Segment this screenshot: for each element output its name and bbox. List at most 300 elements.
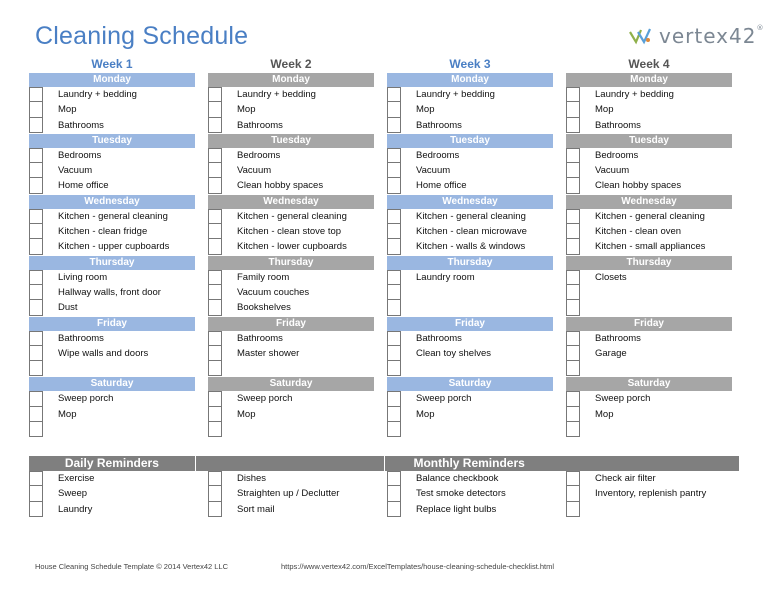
task-checkbox[interactable] [387, 422, 401, 437]
reminders-column [387, 471, 553, 517]
task-row [387, 407, 553, 422]
day-header-wednesday: Wednesday [566, 195, 732, 209]
reminders-columns [29, 471, 739, 517]
task-row [387, 102, 553, 117]
task-row [29, 331, 195, 346]
task-checkbox[interactable] [387, 148, 401, 163]
task-row [387, 224, 553, 239]
task-checkbox[interactable] [29, 422, 43, 437]
task-checkbox[interactable] [566, 486, 580, 501]
task-label: Laundry [58, 503, 93, 515]
task-row [208, 87, 374, 102]
vertex42-logo[interactable] [628, 24, 764, 48]
task-checkbox[interactable] [387, 270, 401, 285]
task-checkbox[interactable] [566, 407, 580, 422]
task-row [387, 422, 553, 437]
task-label: Kitchen - clean microwave [416, 226, 527, 238]
task-row [208, 331, 374, 346]
task-row [29, 209, 195, 224]
week-title: Week 3 [449, 57, 491, 71]
reminders-header-bar [29, 456, 739, 471]
day-header-thursday: Thursday [29, 256, 195, 270]
task-checkbox[interactable] [29, 148, 43, 163]
task-checkbox[interactable] [208, 391, 222, 406]
task-label [401, 361, 416, 376]
task-row [387, 346, 553, 361]
task-row [566, 285, 732, 300]
task-checkbox[interactable] [566, 163, 580, 178]
task-label: Home office [416, 180, 467, 192]
task-checkbox[interactable] [29, 391, 43, 406]
task-checkbox[interactable] [208, 87, 222, 102]
task-label: Laundry + bedding [416, 89, 495, 100]
task-checkbox[interactable] [208, 346, 222, 361]
task-checkbox[interactable] [29, 239, 43, 254]
task-label [580, 285, 595, 300]
day-header-monday: Monday [29, 73, 195, 87]
task-checkbox[interactable] [387, 87, 401, 102]
task-row [29, 285, 195, 300]
task-label: Replace light bulbs [416, 503, 497, 515]
task-row [29, 471, 195, 486]
day-header-friday: Friday [29, 317, 195, 331]
task-row [208, 102, 374, 117]
task-row [29, 102, 195, 117]
task-label: Family room [237, 271, 290, 283]
task-checkbox[interactable] [387, 178, 401, 193]
task-checkbox[interactable] [566, 361, 580, 376]
day-header-monday: Monday [208, 73, 374, 87]
task-label: Balance checkbook [416, 473, 499, 484]
task-checkbox[interactable] [566, 300, 580, 315]
task-checkbox[interactable] [208, 471, 222, 486]
task-label: Kitchen - upper cupboards [58, 241, 170, 253]
task-checkbox[interactable] [387, 391, 401, 406]
task-checkbox[interactable] [566, 148, 580, 163]
task-checkbox[interactable] [566, 239, 580, 254]
task-row [208, 471, 374, 486]
day-header-saturday: Saturday [208, 377, 374, 391]
task-label: Bedrooms [237, 149, 281, 161]
task-row [566, 361, 732, 376]
task-row [566, 224, 732, 239]
task-row [566, 391, 732, 406]
task-row [566, 486, 732, 501]
task-checkbox[interactable] [208, 118, 222, 133]
day-header-wednesday: Wednesday [29, 195, 195, 209]
task-checkbox[interactable] [29, 346, 43, 361]
task-label [43, 361, 58, 376]
task-label: Hallway walls, front door [58, 286, 161, 298]
source-url-footer[interactable]: https://www.vertex42.com/ExcelTemplates/house-cleaning-schedule-checklist.html [281, 562, 555, 571]
task-label: Bathrooms [416, 332, 462, 344]
task-row [208, 270, 374, 285]
task-checkbox[interactable] [29, 270, 43, 285]
task-checkbox[interactable] [208, 422, 222, 437]
task-label: Clean hobby spaces [237, 180, 324, 192]
task-label: Exercise [58, 473, 95, 484]
task-row [29, 224, 195, 239]
task-row [566, 346, 732, 361]
task-checkbox[interactable] [387, 118, 401, 133]
task-checkbox[interactable] [29, 209, 43, 224]
day-header-monday: Monday [387, 73, 553, 87]
task-label [401, 300, 416, 315]
vertex42-logo-icon [628, 26, 654, 46]
task-row [387, 178, 553, 193]
day-header-saturday: Saturday [29, 377, 195, 391]
task-label [580, 502, 595, 517]
task-checkbox[interactable] [387, 361, 401, 376]
task-checkbox[interactable] [29, 285, 43, 300]
copyright-footer: House Cleaning Schedule Template © 2014 Vertex42 LLC [35, 562, 229, 571]
day-header-tuesday: Tuesday [566, 134, 732, 148]
task-checkbox[interactable] [566, 471, 580, 486]
day-header-friday: Friday [387, 317, 553, 331]
task-checkbox[interactable] [566, 270, 580, 285]
task-checkbox[interactable] [387, 502, 401, 517]
task-label: Inventory, replenish pantry [595, 488, 707, 500]
reminders-column [566, 471, 732, 517]
task-row [29, 163, 195, 178]
task-label: Kitchen - general cleaning [58, 210, 168, 222]
task-label: Kitchen - general cleaning [595, 210, 705, 222]
task-row [208, 239, 374, 254]
task-label [580, 361, 595, 376]
task-row [29, 148, 195, 163]
task-label: Sweep porch [416, 393, 472, 405]
task-checkbox[interactable] [29, 118, 43, 133]
day-header-saturday: Saturday [566, 377, 732, 391]
task-label: Bathrooms [595, 119, 641, 131]
task-row [208, 178, 374, 193]
task-checkbox[interactable] [29, 407, 43, 422]
task-row [29, 486, 195, 501]
task-checkbox[interactable] [387, 486, 401, 501]
day-header-friday: Friday [208, 317, 374, 331]
task-label: Mop [595, 408, 614, 420]
task-checkbox[interactable] [29, 361, 43, 376]
task-row [387, 391, 553, 406]
task-checkbox[interactable] [566, 285, 580, 300]
task-checkbox[interactable] [387, 300, 401, 315]
task-row [29, 422, 195, 437]
task-row [566, 209, 732, 224]
logo-wordmark: vertex42® [659, 24, 765, 48]
task-label [43, 422, 58, 437]
task-label: Laundry + bedding [237, 89, 316, 100]
task-label: Mop [416, 104, 435, 116]
task-label: Clean hobby spaces [595, 180, 682, 192]
task-row [29, 391, 195, 406]
task-label: Clean toy shelves [416, 347, 491, 359]
task-row [208, 502, 374, 517]
task-label: Mop [595, 104, 614, 116]
task-label: Check air filter [595, 473, 656, 484]
task-label: Kitchen - clean oven [595, 226, 682, 238]
task-row [387, 148, 553, 163]
task-row [566, 502, 732, 517]
reminders-column [29, 471, 195, 517]
task-checkbox[interactable] [29, 224, 43, 239]
task-label: Laundry + bedding [58, 89, 137, 100]
task-row [387, 163, 553, 178]
task-label: Bedrooms [416, 149, 460, 161]
task-row [29, 346, 195, 361]
week-3-column [387, 56, 553, 437]
task-checkbox[interactable] [387, 285, 401, 300]
day-header-thursday: Thursday [208, 256, 374, 270]
task-row [29, 87, 195, 102]
task-row [387, 300, 553, 315]
task-label: Sweep porch [237, 393, 293, 405]
task-checkbox[interactable] [387, 331, 401, 346]
task-row [566, 270, 732, 285]
task-label: Vacuum couches [237, 286, 310, 298]
task-label: Sweep [58, 488, 88, 500]
task-row [29, 300, 195, 315]
day-header-thursday: Thursday [566, 256, 732, 270]
day-header-wednesday: Wednesday [208, 195, 374, 209]
task-checkbox[interactable] [208, 209, 222, 224]
task-checkbox[interactable] [387, 346, 401, 361]
task-label: Sort mail [237, 503, 275, 515]
monthly-reminders-header: Monthly Reminders [385, 456, 739, 471]
task-label: Mop [58, 104, 77, 116]
task-checkbox[interactable] [29, 163, 43, 178]
task-label: Kitchen - clean stove top [237, 226, 342, 238]
task-row [387, 471, 553, 486]
task-row [566, 118, 732, 133]
task-checkbox[interactable] [29, 331, 43, 346]
task-row [387, 209, 553, 224]
task-checkbox[interactable] [387, 407, 401, 422]
task-checkbox[interactable] [566, 118, 580, 133]
task-label: Kitchen - general cleaning [237, 210, 347, 222]
task-checkbox[interactable] [208, 148, 222, 163]
task-row [208, 391, 374, 406]
task-row [29, 178, 195, 193]
task-label: Kitchen - small appliances [595, 241, 706, 253]
task-checkbox[interactable] [208, 224, 222, 239]
task-label: Bathrooms [58, 332, 104, 344]
task-checkbox[interactable] [387, 239, 401, 254]
day-header-saturday: Saturday [387, 377, 553, 391]
task-checkbox[interactable] [208, 300, 222, 315]
task-row [566, 178, 732, 193]
task-checkbox[interactable] [208, 102, 222, 117]
day-header-thursday: Thursday [387, 256, 553, 270]
task-label: Vacuum [58, 165, 93, 177]
week-4-column [566, 56, 732, 437]
task-row [387, 239, 553, 254]
task-row [387, 331, 553, 346]
daily-reminders-header-extension [196, 456, 385, 471]
task-label: Vacuum [237, 165, 272, 177]
week-1-column [29, 56, 195, 437]
task-label: Living room [58, 271, 108, 283]
task-checkbox[interactable] [208, 178, 222, 193]
task-label: Dishes [237, 473, 267, 484]
task-checkbox[interactable] [208, 361, 222, 376]
task-checkbox[interactable] [566, 391, 580, 406]
task-label [401, 422, 416, 437]
task-checkbox[interactable] [208, 163, 222, 178]
task-checkbox[interactable] [387, 102, 401, 117]
task-checkbox[interactable] [208, 407, 222, 422]
task-row [387, 502, 553, 517]
task-row [208, 148, 374, 163]
task-row [566, 148, 732, 163]
task-checkbox[interactable] [566, 331, 580, 346]
task-label: Sweep porch [58, 393, 114, 405]
task-label: Sweep porch [595, 393, 651, 405]
task-label [222, 422, 237, 437]
day-header-wednesday: Wednesday [387, 195, 553, 209]
task-row [208, 224, 374, 239]
task-checkbox[interactable] [566, 87, 580, 102]
task-row [208, 486, 374, 501]
task-checkbox[interactable] [208, 502, 222, 517]
task-row [387, 361, 553, 376]
task-label [401, 285, 416, 300]
task-label: Kitchen - general cleaning [416, 210, 526, 222]
task-row [208, 422, 374, 437]
task-label: Bookshelves [237, 302, 291, 314]
task-row [208, 407, 374, 422]
task-row [29, 239, 195, 254]
task-row [566, 407, 732, 422]
day-header-tuesday: Tuesday [387, 134, 553, 148]
day-header-monday: Monday [566, 73, 732, 87]
task-row [208, 300, 374, 315]
task-label: Bedrooms [58, 149, 102, 161]
task-row [29, 118, 195, 133]
task-label: Bathrooms [595, 332, 641, 344]
week-title: Week 1 [91, 57, 133, 71]
task-row [566, 300, 732, 315]
task-label [222, 361, 237, 376]
task-row [208, 209, 374, 224]
task-label: Mop [416, 408, 435, 420]
task-row [566, 163, 732, 178]
task-checkbox[interactable] [208, 285, 222, 300]
task-checkbox[interactable] [208, 239, 222, 254]
task-label: Dust [58, 302, 78, 314]
day-header-friday: Friday [566, 317, 732, 331]
task-checkbox[interactable] [29, 300, 43, 315]
task-checkbox[interactable] [29, 102, 43, 117]
task-row [29, 407, 195, 422]
task-checkbox[interactable] [208, 486, 222, 501]
task-checkbox[interactable] [208, 270, 222, 285]
task-row [29, 270, 195, 285]
task-checkbox[interactable] [29, 178, 43, 193]
task-label: Mop [58, 408, 77, 420]
task-row [566, 102, 732, 117]
week-2-column [208, 56, 374, 437]
task-row [566, 239, 732, 254]
task-label: Mop [237, 408, 256, 420]
task-row [566, 422, 732, 437]
task-row [387, 118, 553, 133]
task-checkbox[interactable] [29, 87, 43, 102]
task-row [208, 361, 374, 376]
task-row [566, 331, 732, 346]
task-checkbox[interactable] [29, 502, 43, 517]
task-row [566, 471, 732, 486]
task-checkbox[interactable] [566, 346, 580, 361]
task-row [29, 361, 195, 376]
task-label: Kitchen - lower cupboards [237, 241, 347, 253]
task-row [387, 87, 553, 102]
task-checkbox[interactable] [566, 102, 580, 117]
task-checkbox[interactable] [566, 178, 580, 193]
task-label: Garage [595, 347, 627, 359]
week-title: Week 4 [628, 57, 670, 71]
task-row [387, 285, 553, 300]
task-label: Test smoke detectors [416, 488, 506, 500]
week-title: Week 2 [270, 57, 312, 71]
task-checkbox[interactable] [387, 224, 401, 239]
task-label: Kitchen - walls & windows [416, 241, 526, 253]
task-checkbox[interactable] [566, 422, 580, 437]
task-label: Bathrooms [416, 119, 462, 131]
weeks-grid [29, 56, 732, 437]
task-label: Kitchen - clean fridge [58, 226, 148, 238]
task-checkbox[interactable] [29, 471, 43, 486]
task-row [566, 87, 732, 102]
task-label: Straighten up / Declutter [237, 488, 340, 500]
task-label: Vacuum [595, 165, 630, 177]
task-label [580, 300, 595, 315]
task-label: Master shower [237, 347, 300, 359]
task-label: Closets [595, 271, 627, 283]
task-checkbox[interactable] [29, 486, 43, 501]
task-checkbox[interactable] [208, 331, 222, 346]
reminders-column [208, 471, 374, 517]
day-header-tuesday: Tuesday [29, 134, 195, 148]
task-checkbox[interactable] [566, 224, 580, 239]
task-checkbox[interactable] [387, 209, 401, 224]
task-row [387, 270, 553, 285]
task-label: Mop [237, 104, 256, 116]
task-label: Laundry + bedding [595, 89, 674, 100]
day-header-tuesday: Tuesday [208, 134, 374, 148]
task-row [387, 486, 553, 501]
task-label: Home office [58, 180, 109, 192]
task-label: Laundry room [416, 271, 475, 283]
task-row [208, 285, 374, 300]
task-checkbox[interactable] [566, 502, 580, 517]
task-label: Bedrooms [595, 149, 639, 161]
task-label: Bathrooms [237, 119, 283, 131]
task-label: Bathrooms [58, 119, 104, 131]
task-row [29, 502, 195, 517]
task-row [208, 118, 374, 133]
task-checkbox[interactable] [387, 471, 401, 486]
task-label: Wipe walls and doors [58, 347, 149, 359]
daily-reminders-header: Daily Reminders [29, 456, 195, 471]
task-label: Bathrooms [237, 332, 283, 344]
task-row [208, 346, 374, 361]
task-label [580, 422, 595, 437]
task-checkbox[interactable] [387, 163, 401, 178]
task-label: Vacuum [416, 165, 451, 177]
task-checkbox[interactable] [566, 209, 580, 224]
page-title: Cleaning Schedule [35, 22, 249, 50]
reminders-section [29, 456, 739, 517]
